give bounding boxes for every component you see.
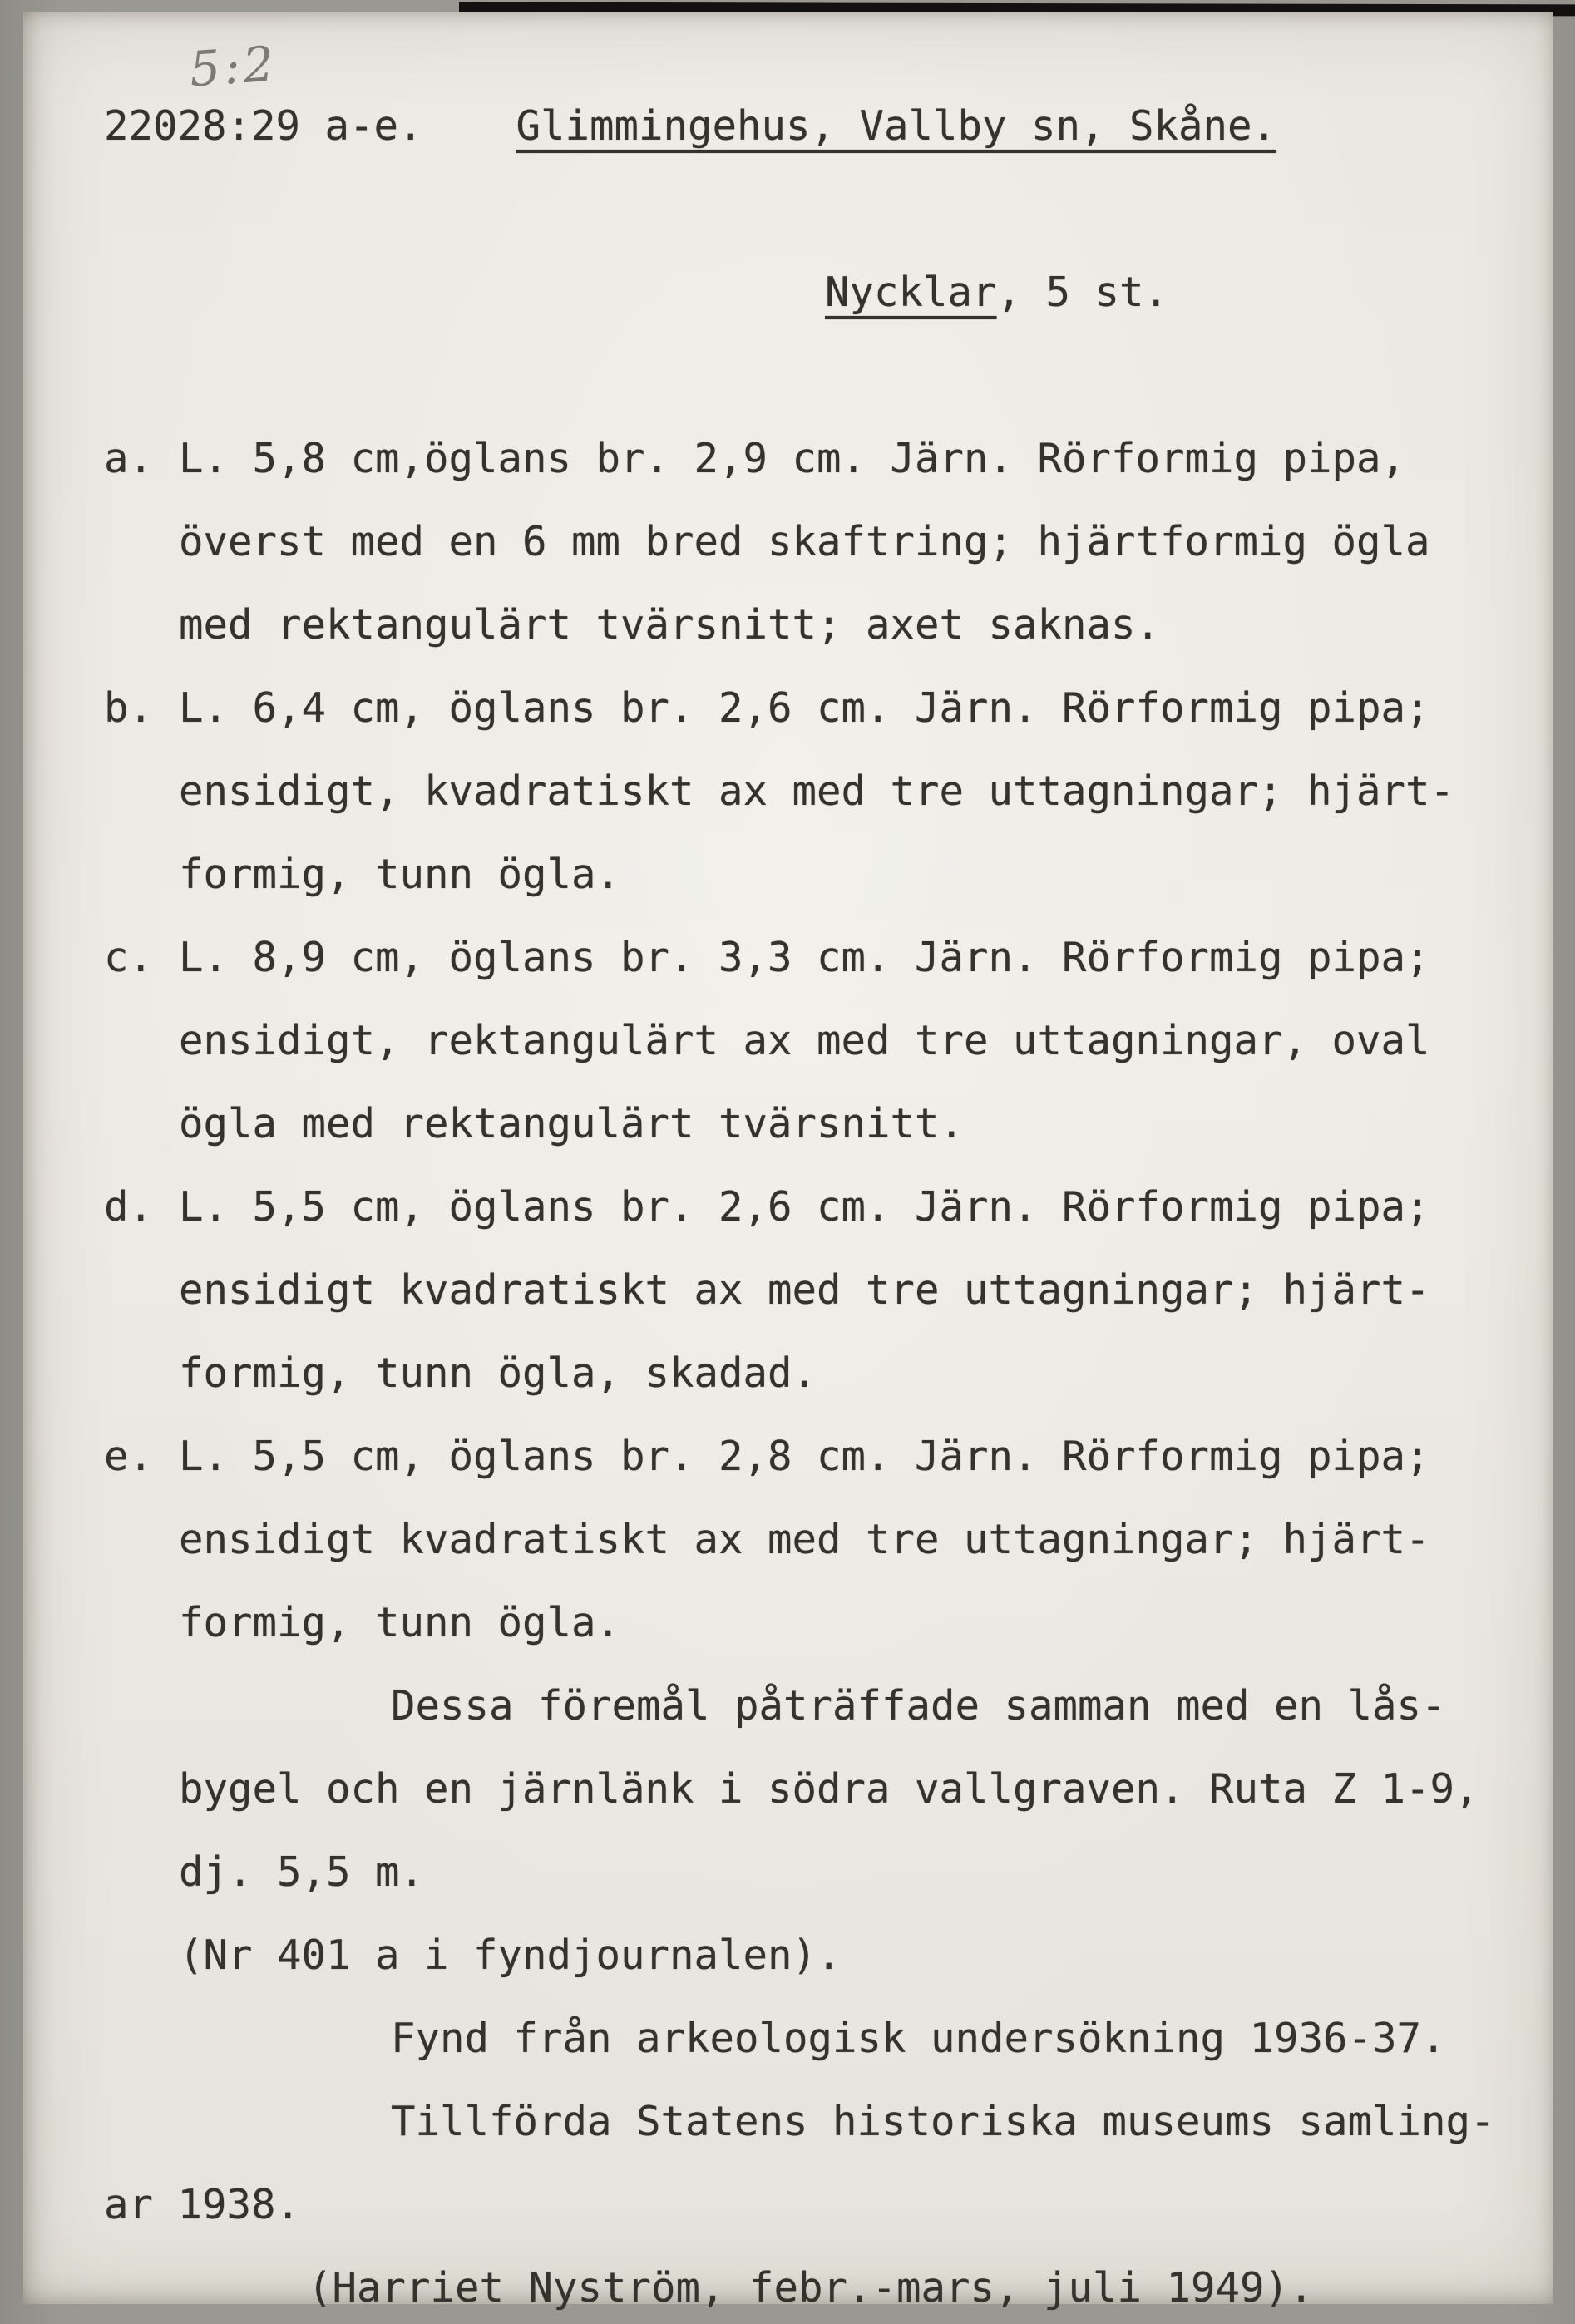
closing-line: (Nr 401 a i fyndjournalen).	[179, 1932, 842, 1979]
item-letter: c.	[104, 934, 154, 981]
handwritten-note: 5:2	[187, 35, 279, 98]
catalog-item-c	[104, 916, 1523, 1166]
item-line: ensidigt, rektangulärt ax med tre uttagningar, oval	[179, 1017, 1430, 1064]
subtitle-keyword: Nycklar	[825, 269, 997, 316]
catalog-item-a	[104, 417, 1523, 667]
item-line: med rektangulärt tvärsnitt; axet saknas.	[179, 601, 1161, 649]
closing-section	[104, 1665, 1523, 2324]
item-line	[104, 916, 1523, 999]
item-letter: b.	[104, 684, 154, 732]
document-paper	[23, 12, 1553, 2312]
catalog-item-e	[104, 1415, 1523, 1665]
item-letter: d.	[104, 1183, 154, 1231]
item-line: överst med en 6 mm bred skaftring; hjärtformig ögla	[179, 518, 1430, 565]
closing-line: ar 1938.	[104, 2181, 301, 2228]
item-letter: e.	[104, 1433, 154, 1480]
catalog-item-b	[104, 667, 1523, 916]
item-text: L. 5,5 cm, öglans br. 2,6 cm. Järn. Rörformig pipa;	[179, 1183, 1430, 1231]
item-line: formig, tunn ögla.	[179, 851, 621, 898]
item-line	[104, 667, 1523, 750]
item-line: formig, tunn ögla, skadad.	[179, 1349, 817, 1397]
item-letter: a.	[104, 435, 154, 482]
catalog-number: 22028:29 a-e.	[104, 102, 423, 150]
signature-line: (Harriet Nyström, febr.-mars, juli 1949).	[308, 2264, 1314, 2312]
item-text: L. 5,5 cm, öglans br. 2,8 cm. Järn. Rörformig pipa;	[179, 1433, 1430, 1480]
document-title: Glimmingehus, Vallby sn, Skåne.	[516, 102, 1277, 150]
item-text: L. 6,4 cm, öglans br. 2,6 cm. Järn. Rörformig pipa;	[179, 684, 1430, 732]
item-line	[104, 417, 1523, 501]
item-line: formig, tunn ögla.	[179, 1599, 621, 1646]
closing-line: Dessa föremål påträffade samman med en lås-	[391, 1682, 1446, 1729]
item-text: L. 8,9 cm, öglans br. 3,3 cm. Järn. Rörformig pipa;	[179, 934, 1430, 981]
item-line	[104, 1415, 1523, 1498]
item-line: ögla med rektangulärt tvärsnitt.	[179, 1100, 965, 1147]
closing-line: dj. 5,5 m.	[179, 1848, 425, 1896]
closing-line: bygel och en järnlänk i södra vallgraven. Ruta Z 1-9,	[179, 1765, 1479, 1813]
closing-line: Fynd från arkeologisk undersökning 1936-37.	[391, 2015, 1446, 2062]
item-line	[104, 1166, 1523, 1249]
item-text: L. 5,8 cm,öglans br. 2,9 cm. Järn. Rörformig pipa,	[179, 435, 1406, 482]
item-line: ensidigt kvadratiskt ax med tre uttagningar; hjärt-	[179, 1266, 1430, 1314]
catalog-item-d	[104, 1166, 1523, 1415]
document-header	[104, 85, 1523, 168]
subtitle-count: , 5 st.	[996, 269, 1169, 316]
item-line: ensidigt, kvadratiskt ax med tre uttagningar; hjärt-	[179, 767, 1455, 815]
document-subtitle	[678, 168, 1523, 417]
item-line: ensidigt kvadratiskt ax med tre uttagningar; hjärt-	[179, 1516, 1430, 1563]
closing-line: Tillförda Statens historiska museums samling-	[391, 2098, 1495, 2145]
